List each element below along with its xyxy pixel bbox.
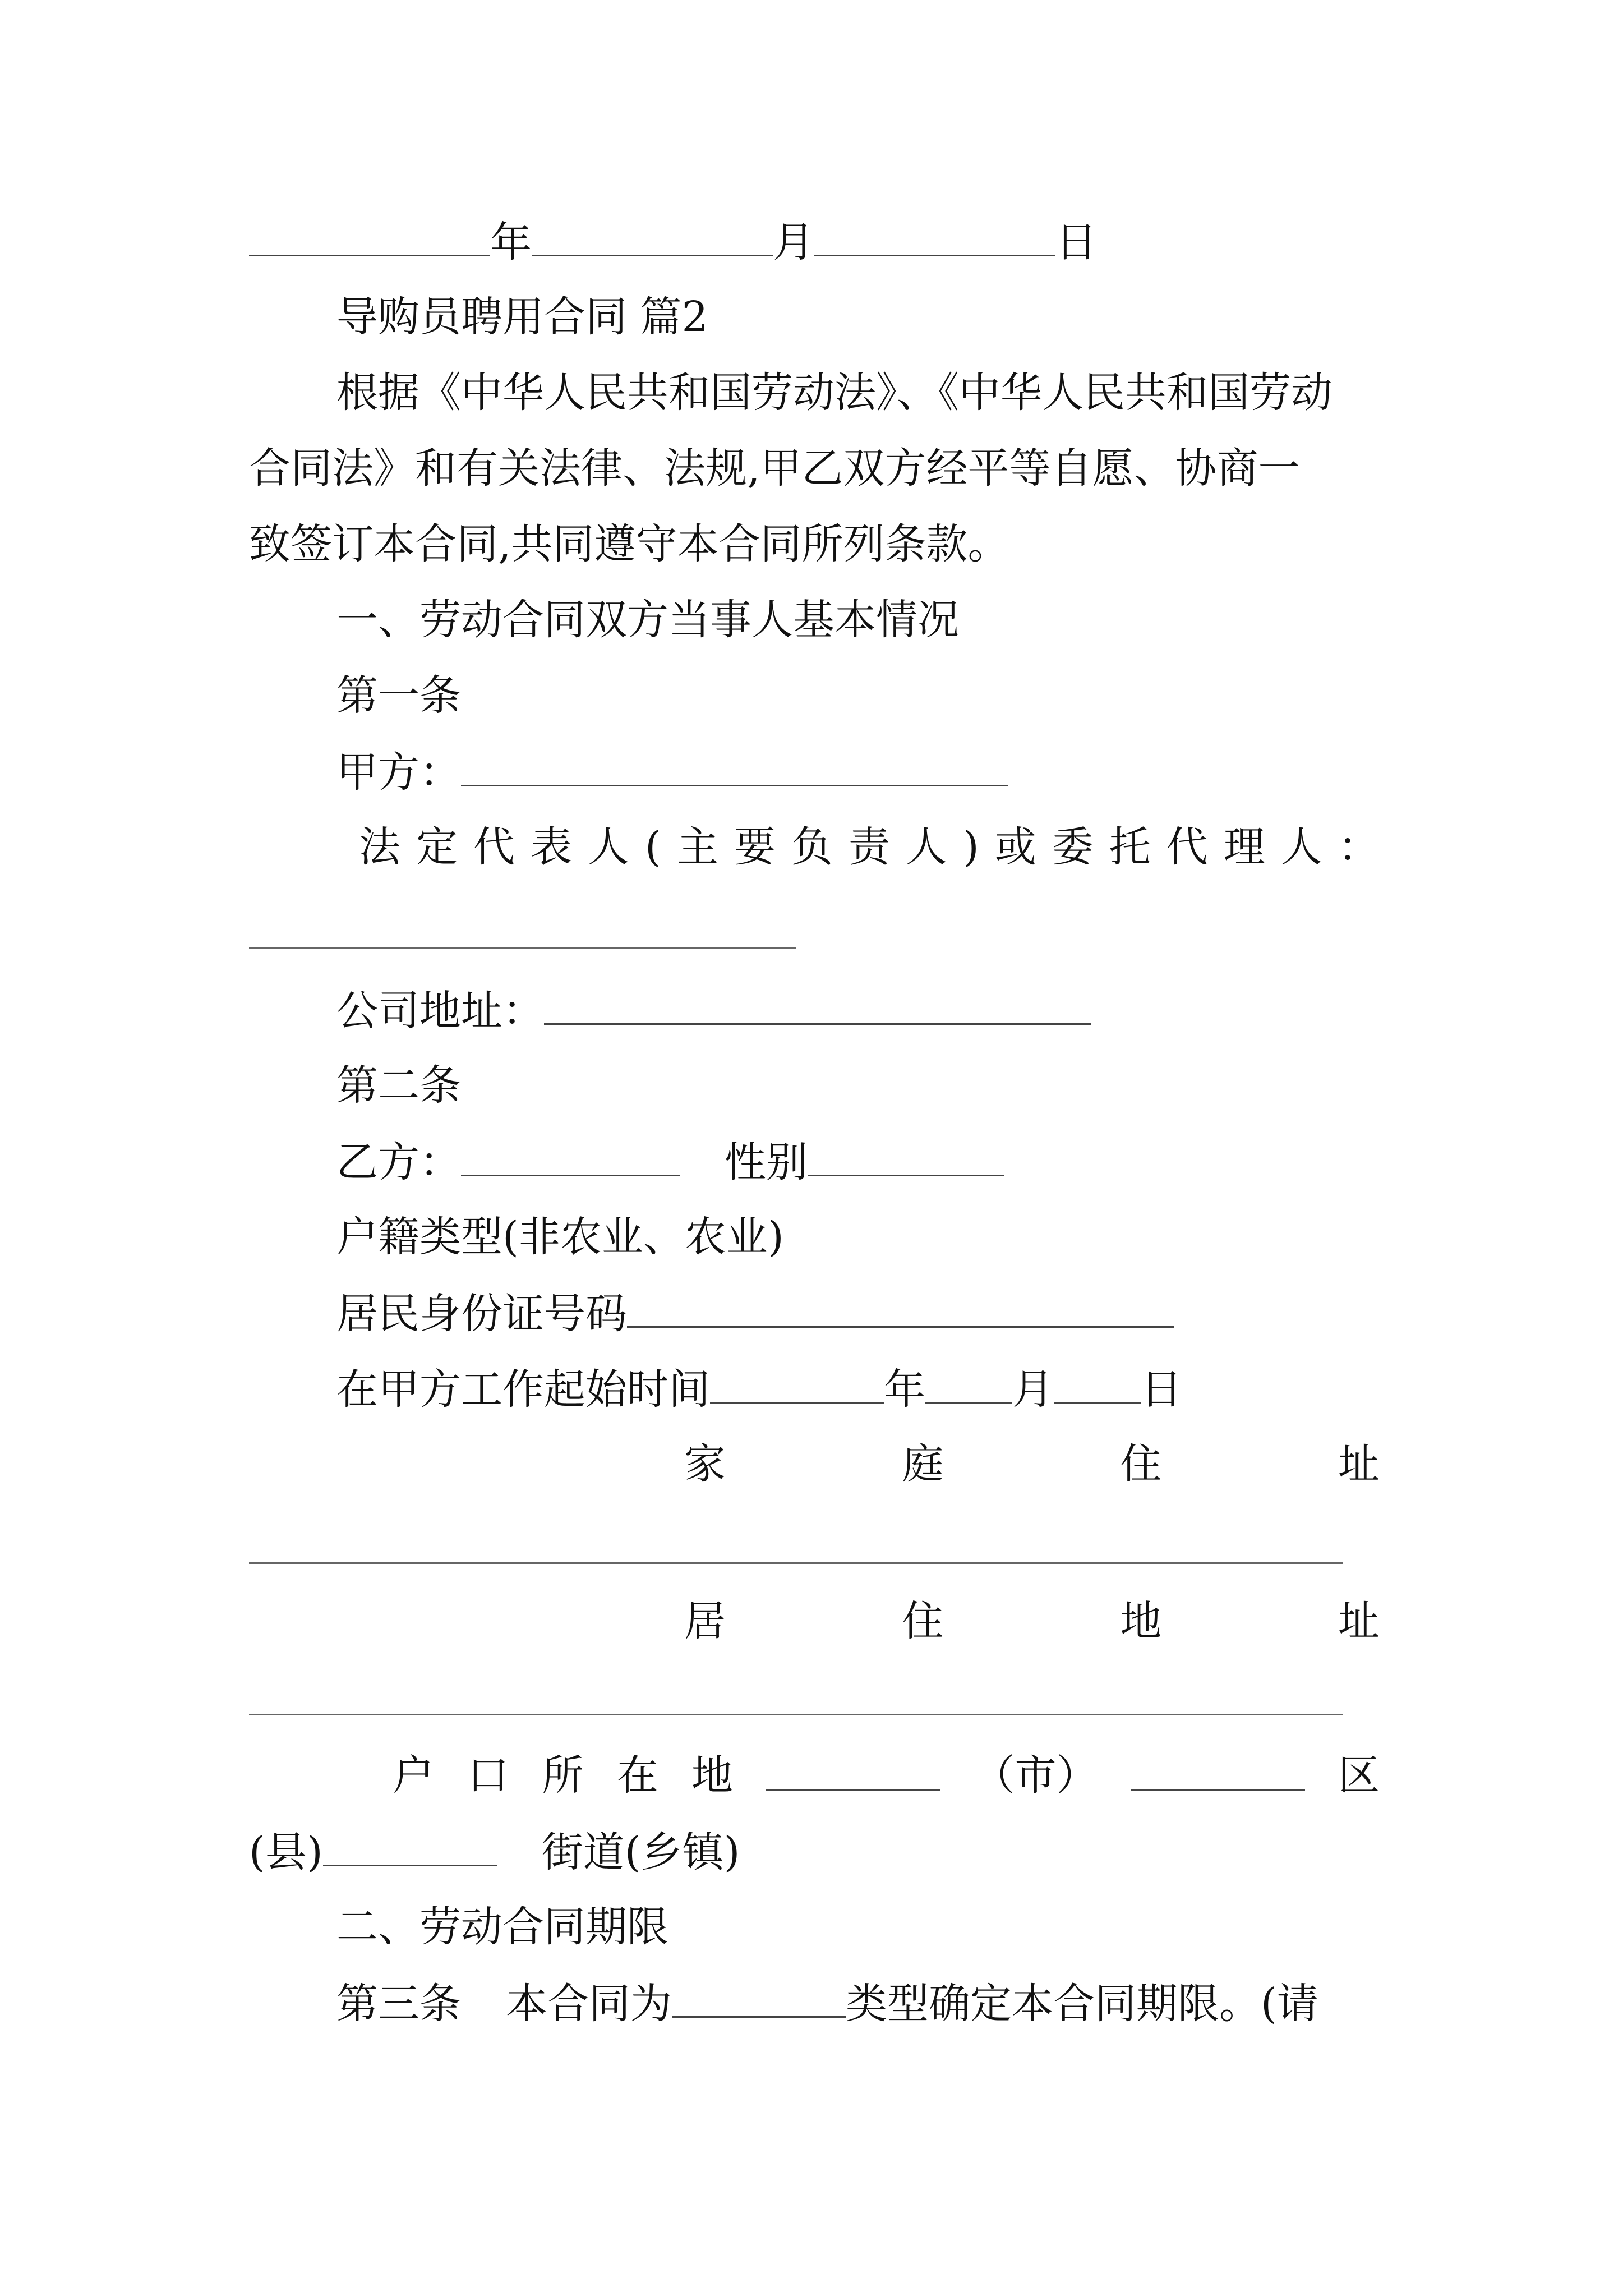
home-address-char: 址	[1338, 1440, 1380, 1488]
hukou-street-label: 街道(乡镇)	[541, 1828, 740, 1876]
hukou-location-char: 所	[542, 1751, 584, 1800]
legal-rep-char: ：	[1338, 823, 1380, 871]
legal-rep-char: 定	[416, 823, 458, 871]
legal-rep-char: 负	[791, 823, 833, 871]
party-a-row	[336, 743, 1008, 799]
article-3-row	[336, 1975, 1318, 2031]
contract-title: 导购员聘用合同 篇2	[336, 293, 708, 341]
start-day-blank[interactable]	[1054, 1360, 1141, 1404]
section-2-heading: 二、劳动合同期限	[336, 1903, 668, 1951]
hukou-type-row: 户籍类型(非农业、农业)	[336, 1213, 784, 1261]
legal-rep-char: 人	[588, 823, 629, 871]
legal-rep-blank[interactable]	[249, 947, 796, 949]
start-year-label: 年	[884, 1365, 925, 1414]
gender-label: 性别	[725, 1138, 808, 1186]
contract-type-blank[interactable]	[672, 1975, 846, 2018]
party-b-label: 乙方：	[336, 1138, 461, 1186]
hukou-location-row-2	[249, 1823, 740, 1879]
legal-rep-char: 代	[473, 823, 515, 871]
home-address-blank[interactable]	[249, 1562, 1343, 1564]
start-year-blank[interactable]	[710, 1360, 884, 1404]
hukou-city-label: （市）	[973, 1751, 1098, 1800]
legal-rep-char: )	[962, 823, 979, 871]
gender-blank[interactable]	[808, 1133, 1004, 1176]
legal-rep-char: 主	[676, 823, 718, 871]
residence-address-blank[interactable]	[249, 1714, 1343, 1715]
legal-rep-char: 责	[848, 823, 890, 871]
residence-address-row	[684, 1593, 1380, 1649]
start-time-row	[336, 1360, 1182, 1416]
start-time-label: 在甲方工作起始时间	[336, 1365, 710, 1414]
id-number-label: 居民身份证号码	[336, 1290, 627, 1338]
year-label: 年	[490, 218, 532, 266]
legal-rep-char: (	[645, 823, 661, 871]
hukou-province-blank[interactable]	[766, 1747, 940, 1791]
article-1-heading: 第一条	[336, 671, 461, 720]
year-blank[interactable]	[249, 213, 490, 256]
article-2-heading: 第二条	[336, 1061, 461, 1110]
start-day-label: 日	[1141, 1365, 1182, 1414]
residence-address-char: 居	[684, 1597, 726, 1645]
article-3-text-b: 类型确定本合同期限。(请	[846, 1980, 1318, 2028]
home-address-char: 庭	[902, 1440, 944, 1488]
id-number-row	[336, 1285, 1174, 1341]
intro-line-2: 合同法》和有关法律、法规,甲乙双方经平等自愿、协商一	[249, 444, 1300, 493]
legal-rep-char: 人	[905, 823, 947, 871]
legal-rep-char: 代	[1166, 823, 1208, 871]
hukou-district-label: 区	[1338, 1751, 1380, 1800]
legal-rep-char: 表	[531, 823, 572, 871]
intro-line-1: 根据《中华人民共和国劳动法》、《中华人民共和国劳动	[336, 369, 1332, 417]
article-3-label: 第三条	[336, 1980, 461, 2028]
hukou-location-char: 口	[467, 1751, 509, 1800]
month-label: 月	[773, 218, 814, 266]
day-blank[interactable]	[814, 213, 1055, 256]
residence-address-char: 住	[902, 1597, 944, 1645]
day-label: 日	[1055, 218, 1097, 266]
month-blank[interactable]	[532, 213, 773, 256]
id-number-blank[interactable]	[627, 1285, 1174, 1328]
party-a-blank[interactable]	[461, 743, 1008, 786]
legal-rep-char: 人	[1280, 823, 1322, 871]
start-month-blank[interactable]	[925, 1360, 1012, 1404]
company-address-blank[interactable]	[544, 982, 1091, 1025]
start-month-label: 月	[1012, 1365, 1054, 1414]
legal-rep-char: 或	[994, 823, 1036, 871]
residence-address-char: 址	[1338, 1597, 1380, 1645]
party-a-label: 甲方：	[336, 748, 461, 797]
party-b-row	[336, 1133, 1004, 1189]
date-line	[249, 213, 1097, 269]
home-address-char: 住	[1120, 1440, 1162, 1488]
home-address-row	[684, 1436, 1380, 1492]
article-3-text-a: 本合同为	[506, 1980, 672, 2028]
company-address-row	[336, 982, 1091, 1038]
home-address-char: 家	[684, 1440, 726, 1488]
hukou-county-label: (县)	[249, 1828, 323, 1876]
legal-rep-char: 法	[359, 823, 400, 871]
legal-rep-char: 托	[1109, 823, 1151, 871]
hukou-location-row	[393, 1747, 1380, 1803]
legal-rep-char: 要	[734, 823, 776, 871]
residence-address-char: 地	[1120, 1597, 1162, 1645]
legal-rep-char: 理	[1223, 823, 1265, 871]
party-b-blank[interactable]	[461, 1133, 680, 1176]
hukou-location-char: 在	[616, 1751, 658, 1800]
intro-line-3: 致签订本合同,共同遵守本合同所列条款。	[249, 520, 1009, 568]
hukou-city-blank[interactable]	[1131, 1747, 1305, 1791]
section-1-heading: 一、劳动合同双方当事人基本情况	[336, 596, 959, 644]
company-address-label: 公司地址：	[336, 987, 544, 1035]
hukou-county-blank[interactable]	[323, 1823, 497, 1866]
legal-rep-char: 委	[1052, 823, 1094, 871]
hukou-location-char: 地	[691, 1751, 733, 1800]
hukou-location-char: 户	[393, 1751, 434, 1800]
legal-rep-row	[359, 819, 1380, 875]
